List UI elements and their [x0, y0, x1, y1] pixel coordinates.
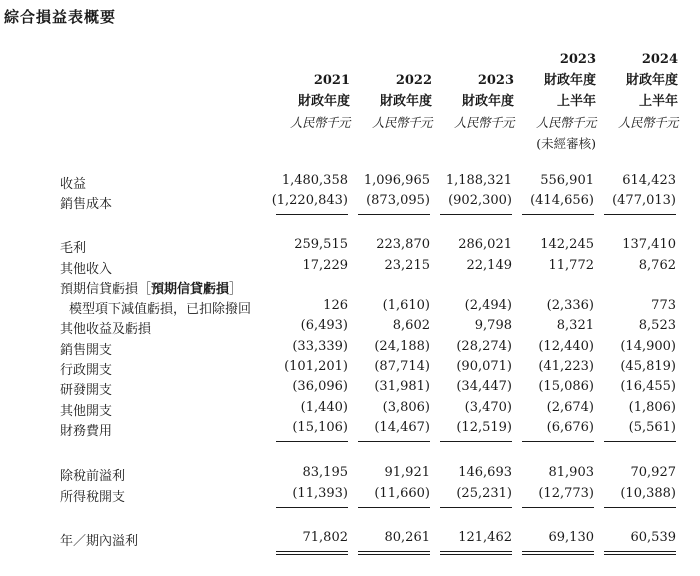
row-label: 收益: [60, 177, 87, 192]
cell-value: (15,086): [538, 379, 594, 394]
table-row-profit-before-tax: [0, 465, 700, 485]
cell-value: (477,013): [612, 193, 676, 208]
subtotal-rule: [522, 214, 594, 215]
cell-value: (2,336): [546, 298, 594, 313]
subtotal-rule: [604, 441, 676, 442]
column-period-half: 上半年: [638, 94, 678, 109]
column-year: 2023: [559, 52, 596, 67]
row-label: 財務費用: [60, 424, 113, 439]
column-year: 2023: [477, 73, 514, 88]
cell-value: 80,261: [384, 530, 430, 545]
column-header-1h2023: [514, 49, 596, 154]
table-row-revenue: [0, 173, 700, 193]
cell-value: (6,493): [300, 318, 348, 333]
cell-value: (12,519): [456, 420, 512, 435]
cell-value: (11,393): [292, 486, 348, 501]
row-label: 其他收益及虧損: [60, 322, 152, 337]
total-double-rule: [522, 551, 594, 555]
cell-value: 1,480,358: [281, 173, 348, 188]
column-period: 財政年度: [461, 94, 514, 109]
cell-value: (14,900): [620, 339, 676, 354]
cell-value: (24,188): [374, 339, 430, 354]
cell-value: (10,388): [620, 486, 676, 501]
column-header-fy2021: [268, 70, 350, 133]
cell-value: 121,462: [458, 530, 512, 545]
column-year: 2024: [641, 52, 678, 67]
subtotal-rule: [522, 441, 594, 442]
table-row-rnd-expenses: [0, 379, 700, 399]
cell-value: (16,455): [620, 379, 676, 394]
subtotal-rule: [440, 214, 512, 215]
cell-value: (90,071): [456, 359, 512, 374]
subtotal-rule: [358, 214, 430, 215]
cell-value: (1,610): [382, 298, 430, 313]
cell-value: 83,195: [302, 465, 348, 480]
cell-value: (45,819): [620, 359, 676, 374]
total-double-rule: [604, 551, 676, 555]
subtotal-rule: [276, 441, 348, 442]
row-label: 銷售成本: [60, 197, 113, 212]
cell-value: 1,188,321: [445, 173, 512, 188]
cell-value: (1,440): [300, 400, 348, 415]
cell-value: 1,096,965: [363, 173, 430, 188]
column-period: 財政年度: [297, 94, 350, 109]
cell-value: 9,798: [474, 318, 512, 333]
subtotal-rule: [604, 507, 676, 508]
row-label: [60, 278, 242, 297]
cell-value: 69,130: [548, 530, 594, 545]
cell-value: 91,921: [384, 465, 430, 480]
cell-value: (11,660): [374, 486, 430, 501]
cell-value: 71,802: [302, 530, 348, 545]
cell-value: 137,410: [622, 237, 676, 252]
table-row-admin-expenses: [0, 359, 700, 379]
column-year: 2022: [395, 73, 432, 88]
column-unit: 人民幣千元: [617, 115, 678, 130]
row-label: 研發開支: [60, 383, 113, 398]
cell-value: (902,300): [448, 193, 512, 208]
cell-value: (414,656): [530, 193, 594, 208]
column-unit: 人民幣千元: [371, 115, 432, 130]
cell-value: 126: [323, 298, 348, 313]
cell-value: 11,772: [548, 258, 594, 273]
cell-value: (3,806): [382, 400, 430, 415]
row-label: 模型項下減值虧損，已扣除撥回: [69, 302, 252, 317]
cell-value: 146,693: [458, 465, 512, 480]
cell-value: 60,539: [630, 530, 676, 545]
table-row-selling-expenses: [0, 339, 700, 359]
row-label: 所得稅開支: [60, 490, 126, 505]
total-double-rule: [440, 551, 512, 555]
total-double-rule: [358, 551, 430, 555]
column-period: 財政年度: [625, 73, 678, 88]
cell-value: (12,773): [538, 486, 594, 501]
cell-value: 142,245: [540, 237, 594, 252]
table-row-ecl-impairment: [0, 298, 700, 318]
cell-value: (101,201): [284, 359, 348, 374]
row-label: 除稅前溢利: [60, 469, 126, 484]
total-double-rule: [276, 551, 348, 555]
cell-value: (31,981): [374, 379, 430, 394]
cell-value: 81,903: [548, 465, 594, 480]
cell-value: (28,274): [456, 339, 512, 354]
column-period: 財政年度: [543, 73, 596, 88]
page-title: 綜合損益表概要: [4, 8, 117, 26]
subtotal-rule: [358, 441, 430, 442]
row-label-suffix: ］: [229, 282, 243, 297]
column-header-fy2023: [432, 70, 514, 133]
cell-value: 8,321: [556, 318, 594, 333]
table-row-cost-of-sales: [0, 193, 700, 213]
table-row-income-tax: [0, 486, 700, 506]
column-period: 財政年度: [379, 94, 432, 109]
cell-value: 223,870: [376, 237, 430, 252]
cell-value: 8,762: [638, 258, 676, 273]
row-label: 銷售開支: [60, 343, 113, 358]
cell-value: 8,602: [392, 318, 430, 333]
column-period-half: 上半年: [556, 94, 596, 109]
column-year: 2021: [313, 73, 350, 88]
row-label: 其他開支: [60, 404, 113, 419]
cell-value: (12,440): [538, 339, 594, 354]
table-row-other-gains: [0, 318, 700, 338]
column-unit: 人民幣千元: [289, 115, 350, 130]
table-row-other-income: [0, 258, 700, 278]
row-label-bold: 預期信貸虧損: [151, 282, 230, 297]
subtotal-rule: [440, 507, 512, 508]
cell-value: (15,106): [292, 420, 348, 435]
cell-value: 614,423: [622, 173, 676, 188]
cell-value: (36,096): [292, 379, 348, 394]
cell-value: (2,674): [546, 400, 594, 415]
cell-value: (34,447): [456, 379, 512, 394]
column-unit: 人民幣千元: [453, 115, 514, 130]
cell-value: 22,149: [466, 258, 512, 273]
cell-value: (873,095): [366, 193, 430, 208]
row-label: 年／期內溢利: [60, 534, 139, 549]
table-row-gross-profit: [0, 237, 700, 257]
cell-value: (5,561): [628, 420, 676, 435]
cell-value: (25,231): [456, 486, 512, 501]
subtotal-rule: [522, 507, 594, 508]
cell-value: 259,515: [294, 237, 348, 252]
column-note-unaudited: (未經審核): [536, 136, 596, 151]
cell-value: (1,806): [628, 400, 676, 415]
cell-value: (2,494): [464, 298, 512, 313]
table-row-ecl-heading: [0, 278, 700, 298]
row-label-prefix: 預期信貸虧損［: [60, 282, 152, 297]
cell-value: 70,927: [630, 465, 676, 480]
cell-value: 8,523: [638, 318, 676, 333]
cell-value: 556,901: [540, 173, 594, 188]
row-label: 行政開支: [60, 363, 113, 378]
column-header-1h2024: [596, 49, 678, 133]
cell-value: 773: [651, 298, 676, 313]
subtotal-rule: [604, 214, 676, 215]
table-row-finance-costs: [0, 420, 700, 440]
column-header-fy2022: [350, 70, 432, 133]
cell-value: (3,470): [464, 400, 512, 415]
table-row-other-expenses: [0, 400, 700, 420]
column-unit: 人民幣千元: [535, 115, 596, 130]
cell-value: 23,215: [384, 258, 430, 273]
cell-value: (1,220,843): [271, 193, 348, 208]
cell-value: (14,467): [374, 420, 430, 435]
subtotal-rule: [276, 214, 348, 215]
cell-value: (87,714): [374, 359, 430, 374]
row-label: 其他收入: [60, 262, 113, 277]
cell-value: (41,223): [538, 359, 594, 374]
subtotal-rule: [276, 507, 348, 508]
subtotal-rule: [440, 441, 512, 442]
cell-value: (6,676): [546, 420, 594, 435]
cell-value: 286,021: [458, 237, 512, 252]
table-row-profit-for-period: [0, 530, 700, 550]
row-label: 毛利: [60, 241, 87, 256]
cell-value: (33,339): [292, 339, 348, 354]
subtotal-rule: [358, 507, 430, 508]
cell-value: 17,229: [302, 258, 348, 273]
